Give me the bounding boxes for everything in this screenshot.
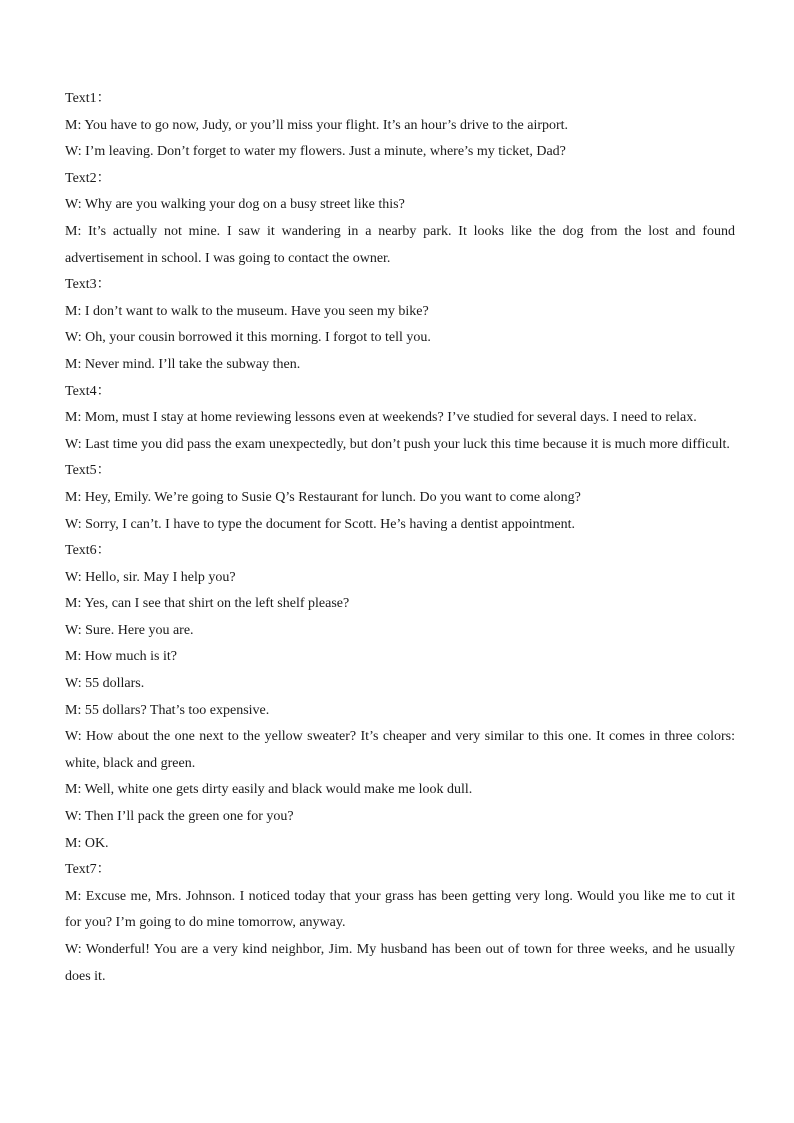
dialogue-line: W: I’m leaving. Don’t forget to water my flowers. Just a minute, where’s my ticket, Dad? (65, 144, 566, 160)
dialogue-line: M: Well, white one gets dirty easily and black would make me look dull. (65, 782, 473, 798)
dialogue-line: M: You have to go now, Judy, or you’ll miss your flight. It’s an hour’s drive to the airport. (65, 117, 569, 133)
section-heading: Text7： (65, 862, 111, 878)
dialogue-line: W: How about the one next to the yellow sweater? It’s cheaper and very similar to this one. It comes in three colors: white, black and green. (65, 729, 735, 771)
dialogue-line: M: I don’t want to walk to the museum. Have you seen my bike? (65, 303, 429, 319)
section-heading: Text1： (65, 91, 111, 106)
text-section-2 (65, 166, 735, 272)
section-heading: Text6： (65, 543, 111, 559)
text-section-6 (65, 538, 735, 857)
text-section-5 (65, 458, 735, 538)
dialogue-line: M: Hey, Emily. We’re going to Susie Q’s Restaurant for lunch. Do you want to come along? (65, 489, 581, 505)
text-section-4 (65, 379, 735, 459)
section-heading: Text3： (65, 277, 111, 293)
dialogue-line: W: 55 dollars. (65, 676, 145, 692)
dialogue-line: M: Excuse me, Mrs. Johnson. I noticed today that your grass has been getting very long. Would you like me to cut it for you? I’m going to do mine tomorrow, anyway. (65, 888, 735, 931)
text-section-7 (65, 857, 735, 990)
dialogue-line: W: Why are you walking your dog on a busy street like this? (65, 197, 405, 213)
dialogue-line: W: Sorry, I can’t. I have to type the document for Scott. He’s having a dentist appointment. (65, 516, 575, 532)
dialogue-line: W: Last time you did pass the exam unexpectedly, but don’t push your luck this time because it is much more difficult. (65, 436, 730, 452)
dialogue-line: M: How much is it? (65, 649, 177, 665)
dialogue-line: M: OK. (65, 835, 109, 851)
section-heading: Text2： (65, 170, 111, 186)
dialogue-line: W: Oh, your cousin borrowed it this morning. I forgot to tell you. (65, 330, 431, 346)
dialogue-line: M: Never mind. I’ll take the subway then. (65, 356, 301, 372)
section-heading: Text4： (65, 383, 111, 399)
dialogue-line: M: Mom, must I stay at home reviewing lessons even at weekends? I’ve studied for several days. I need to relax. (65, 410, 697, 426)
dialogue-line: M: It’s actually not mine. I saw it wandering in a nearby park. It looks like the dog from the lost and found advertisement in school. I was going to contact the owner. (65, 223, 735, 266)
section-heading: Text5： (65, 463, 111, 479)
dialogue-line: W: Sure. Here you are. (65, 622, 194, 638)
text-section-1 (65, 86, 735, 166)
transcript-body (65, 86, 735, 990)
dialogue-line: W: Then I’ll pack the green one for you? (65, 809, 294, 825)
dialogue-line: M: 55 dollars? That’s too expensive. (65, 702, 270, 718)
dialogue-line: W: Wonderful! You are a very kind neighbor, Jim. My husband has been out of town for three weeks, and he usually does it. (65, 942, 735, 984)
text-section-3 (65, 272, 735, 378)
dialogue-line: W: Hello, sir. May I help you? (65, 569, 236, 585)
dialogue-line: M: Yes, can I see that shirt on the left shelf please? (65, 596, 350, 612)
